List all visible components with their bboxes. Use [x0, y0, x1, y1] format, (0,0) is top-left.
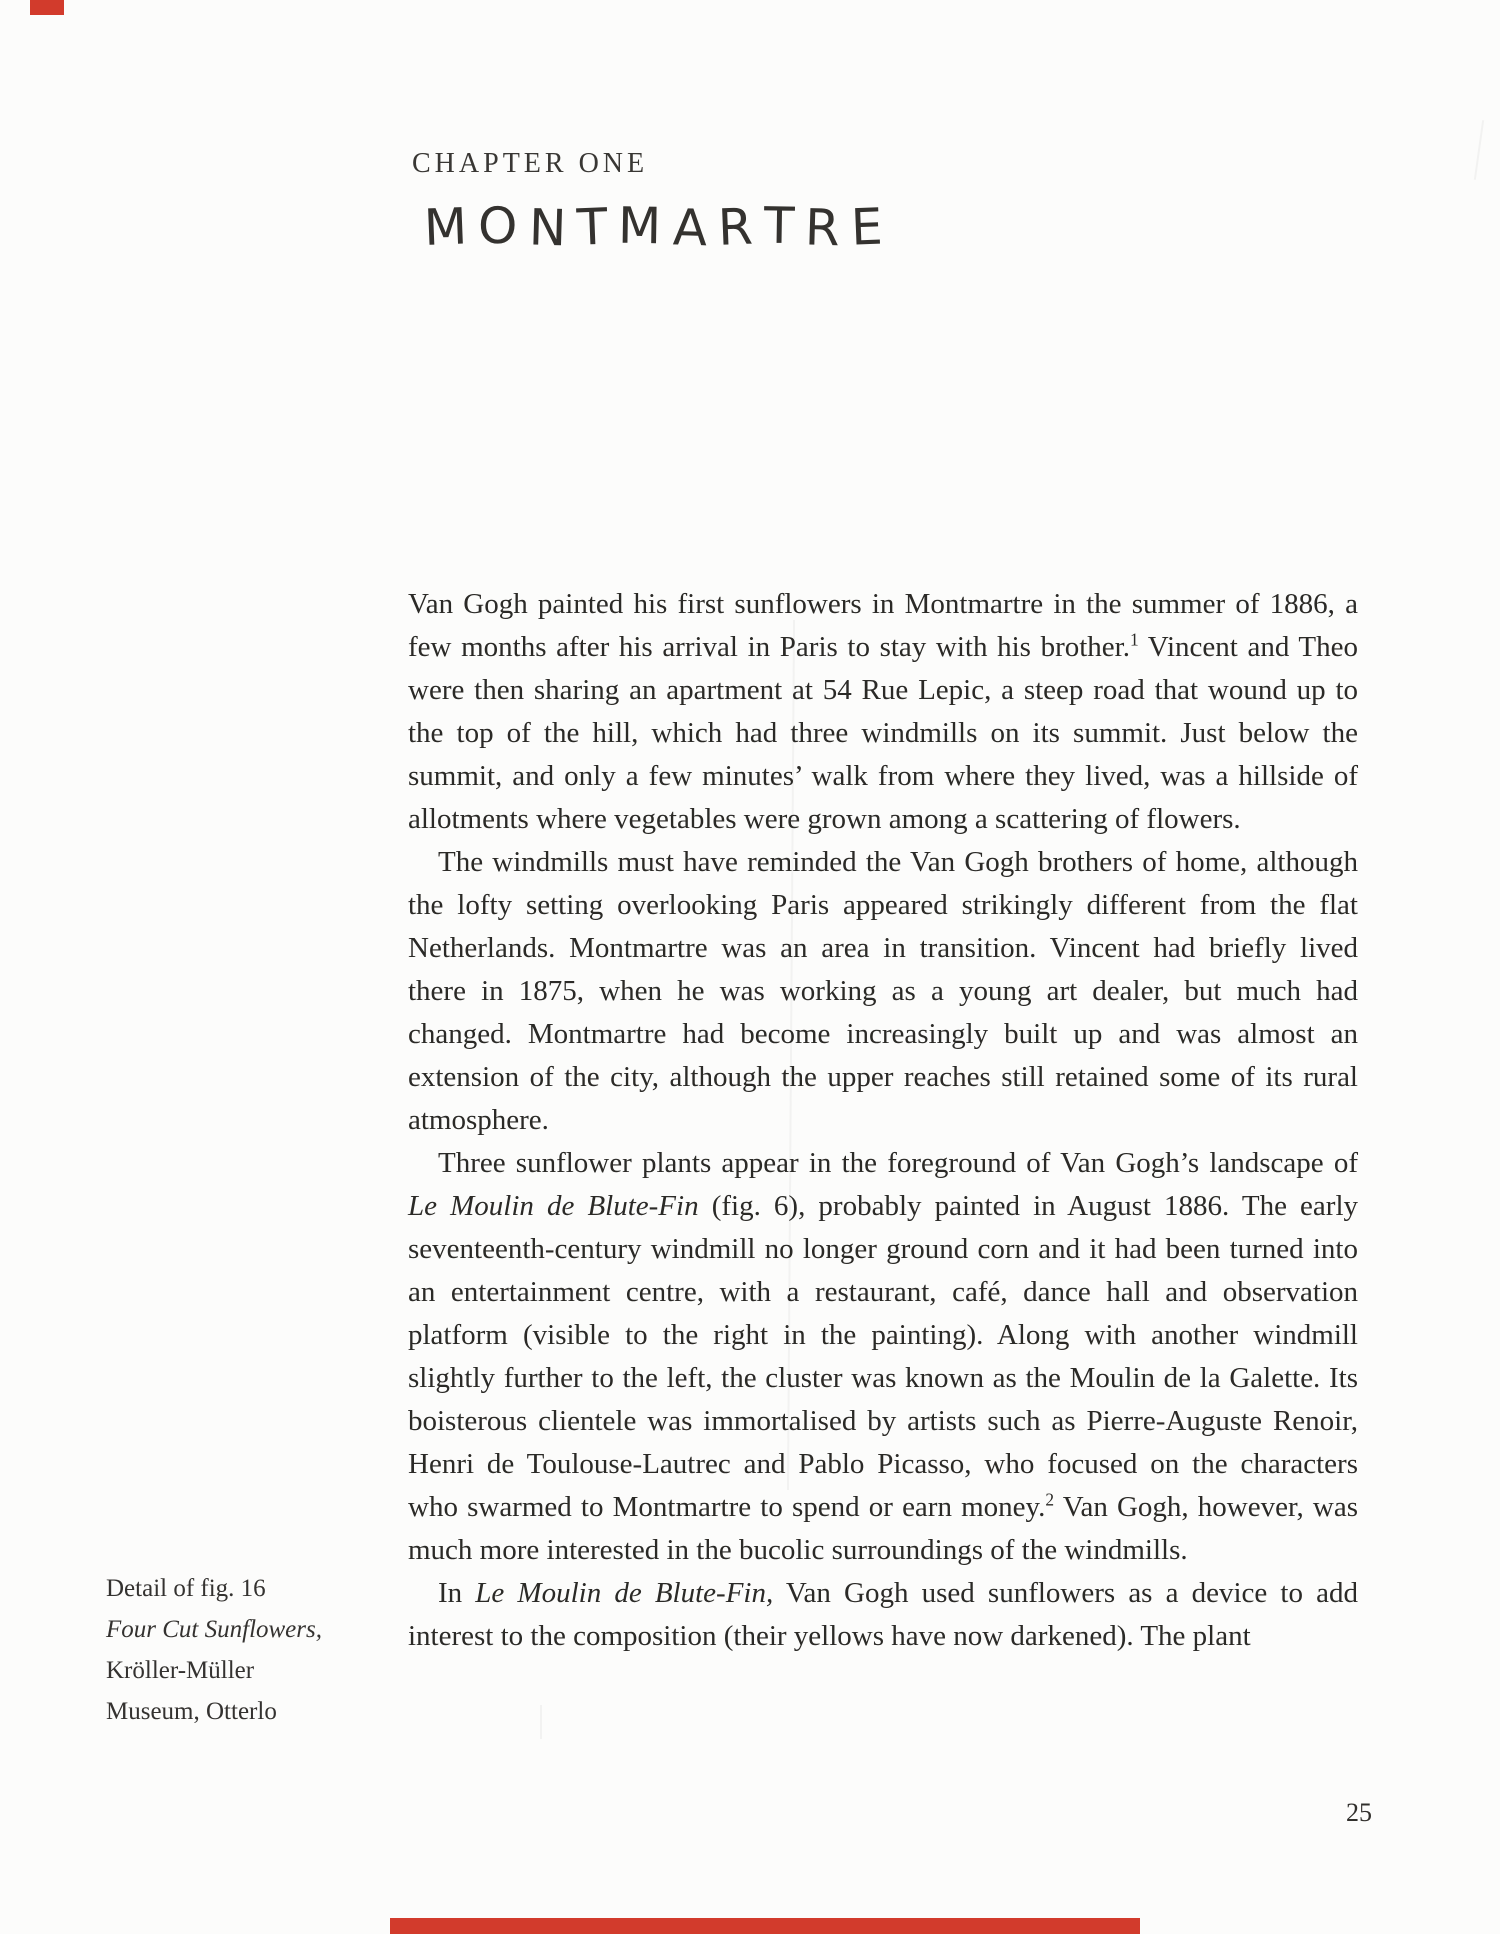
page-number: 25 — [1346, 1798, 1372, 1827]
scan-artifact-crease — [540, 1705, 542, 1739]
scan-artifact-red-bar — [390, 1918, 1140, 1934]
chapter-title: MONTMARTRE — [422, 196, 895, 258]
scan-artifact-crease — [1474, 120, 1484, 180]
body-paragraph: The windmills must have reminded the Van Gogh brothers of home, although the lofty setting overlooking Paris appeared strikingly different from the flat Netherlands. Montmartre was an area in transition. Vincent had briefly lived there in 1875, when he was working as a young art dealer, but much had changed. Montmartre had become increasingly built up and was almost an extension of the city, although the upper reaches still retained some of its rural atmosphere. — [408, 846, 1358, 1136]
chapter-label: CHAPTER ONE — [412, 148, 649, 179]
caption-line: Museum, Otterlo — [106, 1698, 277, 1725]
figure-caption — [106, 1568, 322, 1732]
body-text — [408, 583, 1358, 1658]
body-paragraph: In Le Moulin de Blute-Fin, Van Gogh used sunflowers as a device to add interest to the composition (their yellows have now darkened). The plant — [408, 1577, 1358, 1652]
caption-line: Kröller-Müller — [106, 1657, 255, 1684]
body-paragraph: Three sunflower plants appear in the foreground of Van Gogh’s landscape of Le Moulin de Blute-Fin (fig. 6), probably painted in August 1886. The early seventeenth-century windmill no longer ground corn and it had been turned into an entertainment centre, with a restaurant, café, dance hall and observation platform (visible to the right in the painting). Along with another windmill slightly further to the left, the cluster was known as the Moulin de la Galette. Its boisterous clientele was immortalised by artists such as Pierre-Auguste Renoir, Henri de Toulouse-Lautrec and Pablo Picasso, who focused on the characters who swarmed to Montmartre to spend or earn money.$^2$ Van Gogh, however, was much more interested in the bucolic surroundings of the windmills. — [408, 1147, 1359, 1566]
caption-line: Four Cut Sunflowers, — [106, 1616, 322, 1643]
body-paragraph: Van Gogh painted his first sunflowers in Montmartre in the summer of 1886, a few months after his arrival in Paris to stay with his brother.$^1$ Vincent and Theo were then sharing an apartment at 54 Rue Lepic, a steep road that wound up to the top of the hill, which had three windmills on its summit. Just below the summit, and only a few minutes’ walk from where they lived, was a hillside of allotments where vegetables were grown among a scattering of flowers. — [408, 588, 1359, 835]
caption-line: Detail of fig. 16 — [106, 1575, 266, 1602]
scan-artifact-red-corner — [30, 0, 64, 15]
